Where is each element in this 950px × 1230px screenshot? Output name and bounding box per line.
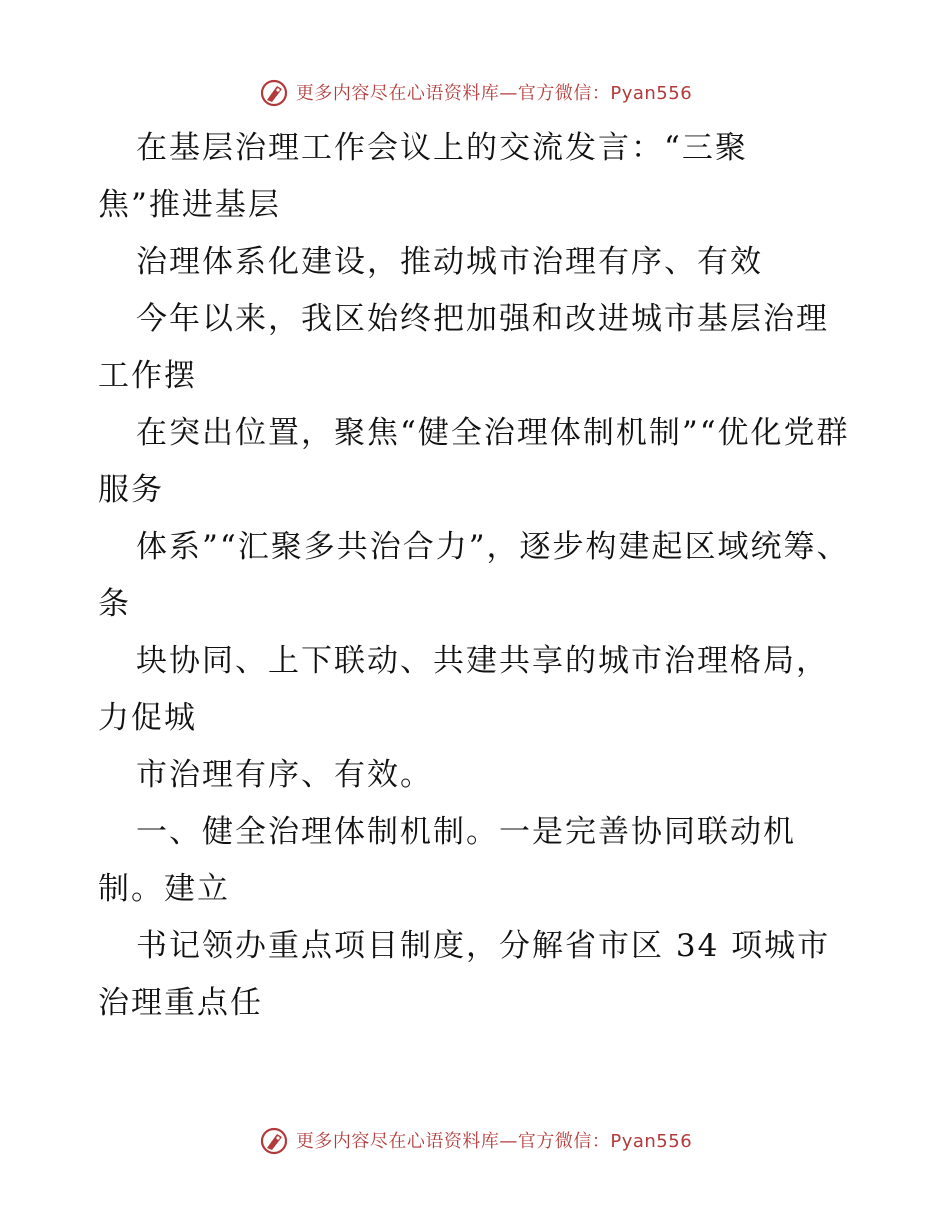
document-line-9: 一、健全治理体制机制。一是完善协同联动机制。建立 xyxy=(98,814,796,907)
document-line-7: 块协同、上下联动、共建共享的城市治理格局，力促城 xyxy=(98,643,829,736)
pen-nib-logo-icon xyxy=(258,1124,290,1156)
document-line-2: 焦”推进基层 xyxy=(98,187,281,223)
footer-watermark-banner xyxy=(0,1120,950,1160)
document-line-6: 体系”“汇聚多共治合力”，逐步构建起区域统筹、条 xyxy=(98,529,850,622)
header-watermark-text: 更多内容尽在心语资料库—官方微信：Pyan556 xyxy=(295,83,693,104)
document-line-1: 在基层治理工作会议上的交流发言：“三聚 xyxy=(136,130,748,166)
pen-nib-logo-icon xyxy=(258,76,290,108)
header-watermark-banner xyxy=(0,72,950,112)
document-line-4: 今年以来，我区始终把加强和改进城市基层治理工作摆 xyxy=(98,301,829,394)
document-body xyxy=(98,120,858,1032)
document-line-5: 在突出位置，聚焦“健全治理体制机制”“优化党群服务 xyxy=(98,415,850,508)
document-line-10: 书记领办重点项目制度，分解省市区 34 项城市治理重点任 xyxy=(98,928,831,1021)
document-line-8: 市治理有序、有效。 xyxy=(136,757,433,793)
document-line-3: 治理体系化建设，推动城市治理有序、有效 xyxy=(136,244,763,280)
footer-watermark-text: 更多内容尽在心语资料库—官方微信：Pyan556 xyxy=(295,1131,693,1152)
